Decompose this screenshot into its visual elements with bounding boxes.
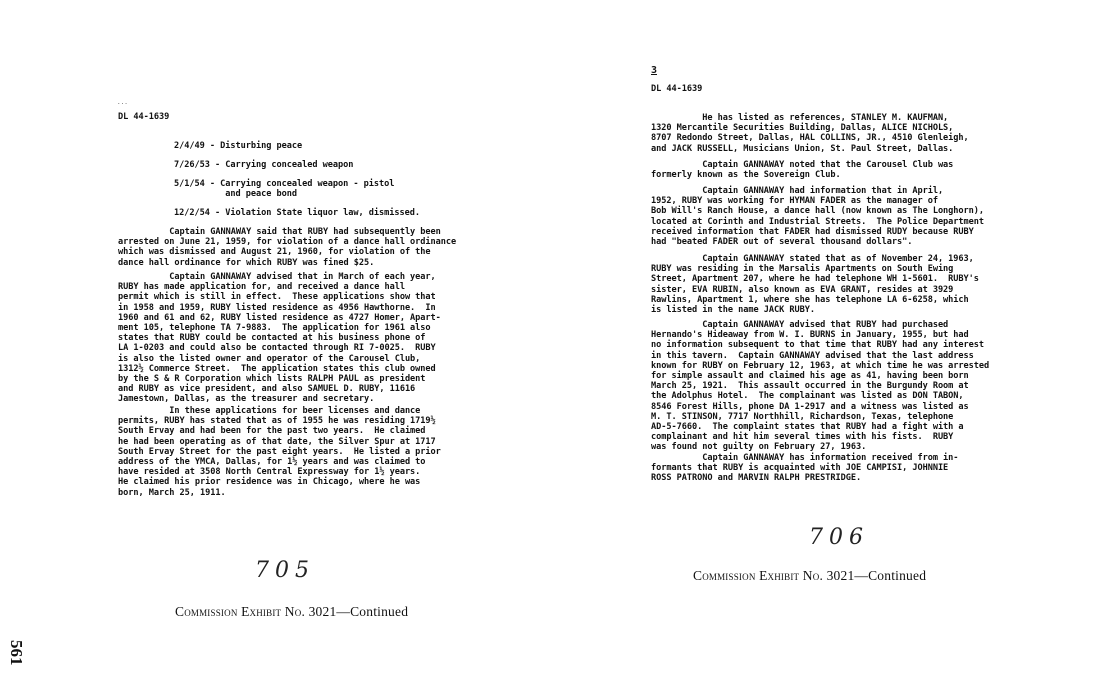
right-file-number: DL 44-1639 [651, 84, 703, 94]
handwritten-page-number: 705 [255, 558, 315, 583]
exhibit-caption [175, 604, 408, 620]
body-paragraph: Captain GANNAWAY has information received from in- formants that RUBY is acquainted with JOE CAMPISI, JOHNNIE ROSS PATRONO and MARVIN RALPH PRESTRIDGE. [651, 453, 959, 484]
exhibit-caption [693, 568, 926, 584]
record-entry: 2/4/49 - Disturbing peace [174, 141, 303, 151]
side-page-number: 561 [7, 640, 26, 666]
body-paragraph: Captain GANNAWAY advised that in March of each year, RUBY has made application for, and received a dance hall permit which is still in effect. These applications show that in 1958 and 1959, RUBY listed residence as 4956 Hawthorne. In 1960 and 61 and 62, RUBY listed residence as 4727 Homer, Apart- ment 105, telephone TA 7-9883. The application for 1961 also states that RUBY could be contacted at his business phone of LA 1-0203 and could also be contacted through RI 7-0025. RUBY is also the listed owner and operator of the Carousel Club, 1312½ Commerce Street. The application states this club owned by the S & R Corporation which lists RALPH PAUL as president and RUBY as vice president, and also SAMUEL D. RUBY, 11616 Jamestown, Dallas, as the treasurer and secretary. [118, 272, 441, 405]
exhibit-caption-title: Commission Exhibit No. 3021 [175, 604, 337, 619]
exhibit-caption-suffix: —Continued [854, 568, 927, 583]
right-document-page [547, 0, 1094, 691]
record-entry: 7/26/53 - Carrying concealed weapon [174, 160, 354, 170]
record-entry: 12/2/54 - Violation State liquor law, dismissed. [174, 208, 420, 218]
body-paragraph: He has listed as references, STANLEY M. KAUFMAN, 1320 Mercantile Securities Building, Dallas, ALICE NICHOLS, 8707 Redondo Street, Dallas, HAL COLLINS, JR., 4510 Glenleigh, and JACK RUSSELL, Musicians Union, St. Paul Street, Dallas. [651, 113, 969, 154]
body-paragraph: Captain GANNAWAY said that RUBY had subsequently been arrested on June 21, 1959, for violation of a dance hall ordinance which was dismissed and August 21, 1960, for violation of the dance hall ordinance for which RUBY was fined $25. [118, 227, 457, 268]
right-page-number: 3 [651, 65, 657, 76]
exhibit-caption-title: Commission Exhibit No. 3021 [693, 568, 855, 583]
body-paragraph: Captain GANNAWAY noted that the Carousel Club was formerly known as the Sovereign Club. [651, 160, 954, 181]
body-paragraph: Captain GANNAWAY stated that as of November 24, 1963, RUBY was residing in the Marsalis Apartments on South Ewing Street, Apartment 207, where he had telephone WH 1-5601. RUBY's sister, EVA RUBIN, also known as EVA GRANT, resides at 3929 Rawlins, Apartment 1, where she has telephone LA 6-6258, which is listed in the name JACK RUBY. [651, 254, 979, 316]
corner-mark: ... [117, 99, 128, 106]
body-paragraph: In these applications for beer licenses and dance permits, RUBY has stated that as of 1955 he was residing 1719½ South Ervay and had been for the past two years. He claimed he had been operating as of that date, the Silver Spur at 1717 South Ervay Street for the past eight years. He listed a prior address of the YMCA, Dallas, for 1½ years and was claimed to have resided at 3508 North Central Expressway for 1½ years. He claimed his prior residence was in Chicago, where he was born, March 25, 1911. [118, 406, 441, 498]
exhibit-caption-suffix: —Continued [336, 604, 409, 619]
body-paragraph: Captain GANNAWAY advised that RUBY had purchased Hernando's Hideaway from W. I. BURNS in January, 1955, but had no information subsequent to that time that RUBY had any interest in this tavern. Captain GANNAWAY advised that the last address known for RUBY on February 12, 1963, at which time he was arrested for simple assault and claimed his age as 41, having been born March 25, 1921. This assault occurred in the Burgundy Room at the Adolphus Hotel. The complainant was listed as DON TABON, 8546 Forest Hills, phone DA 1-2917 and a witness was listed as M. T. STINSON, 7717 Northhill, Richardson, Texas, telephone AD-5-7660. The complaint states that RUBY had a fight with a complainant and hit him several times with his fists. RUBY was found not guilty on February 27, 1963. [651, 320, 990, 453]
left-file-number: DL 44-1639 [118, 112, 170, 122]
body-paragraph: Captain GANNAWAY had information that in April, 1952, RUBY was working for HYMAN FADER as the manager of Bob Will's Ranch House, a dance hall (now known as The Longhorn), located at Corinth and Industrial Streets. The Police Department received information that FADER had dismissed RUDY because RUBY had "beated FADER out of several thousand dollars". [651, 186, 985, 248]
handwritten-page-number: 706 [809, 525, 869, 550]
record-entry: 5/1/54 - Carrying concealed weapon - pistol and peace bond [174, 179, 395, 200]
